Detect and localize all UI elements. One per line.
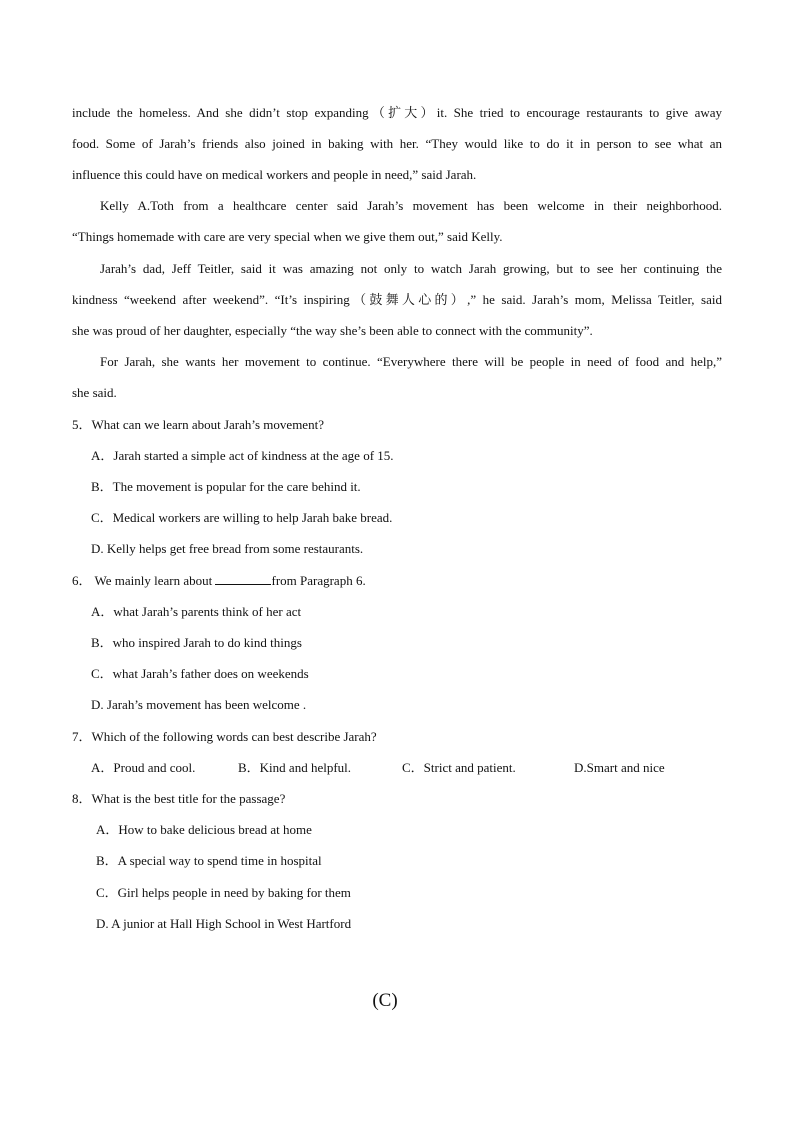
question-6-stem-start: 6． We mainly learn about [72, 573, 216, 588]
question-6-option-d: D. Jarah’s movement has been welcome . [91, 697, 307, 712]
question-7-option-c: C．Strict and patient. [402, 760, 516, 775]
question-8-stem: 8．What is the best title for the passage? [72, 791, 286, 806]
passage-line-1: include the homeless. And she didn’t stop expanding（扩大）it. She tried to encourage restaurants to give away [72, 105, 722, 120]
answer-blank [215, 572, 271, 585]
question-5-option-d: D. Kelly helps get free bread from some restaurants. [91, 541, 364, 556]
question-6-stem [72, 572, 722, 590]
question-5-stem: 5．What can we learn about Jarah’s movement? [72, 417, 324, 432]
passage-line-10: she said. [72, 385, 117, 400]
question-7-stem: 7．Which of the following words can best describe Jarah? [72, 729, 377, 744]
passage-line-8: she was proud of her daughter, especially “the way she’s been able to connect with the community”. [72, 323, 593, 338]
passage-line-2: food. Some of Jarah’s friends also joined in baking with her. “They would like to do it in person to see what an [72, 136, 722, 151]
passage-line-7: kindness “weekend after weekend”. “It’s inspiring（鼓舞人心的）,” he said. Jarah’s mom, Melissa Teitler, said [72, 292, 722, 307]
passage-line-4: Kelly A.Toth from a healthcare center said Jarah’s movement has been welcome in their neighborhood. [100, 198, 722, 213]
passage-line-3: influence this could have on medical workers and people in need,” said Jarah. [72, 167, 477, 182]
question-5-option-a: A．Jarah started a simple act of kindness at the age of 15. [91, 448, 394, 463]
question-6-stem-end: from Paragraph 6. [271, 573, 366, 588]
question-5-option-c: C．Medical workers are willing to help Jarah bake bread. [91, 510, 393, 525]
passage-line-6: Jarah’s dad, Jeff Teitler, said it was amazing not only to watch Jarah growing, but to see her continuing the [100, 261, 722, 276]
question-8-option-a: A．How to bake delicious bread at home [96, 822, 312, 837]
question-7-option-b: B．Kind and helpful. [238, 760, 352, 775]
question-8-option-b: B．A special way to spend time in hospital [96, 853, 322, 868]
passage-line-9: For Jarah, she wants her movement to continue. “Everywhere there will be people in need of food and help,” [100, 354, 722, 369]
question-8-option-c: C．Girl helps people in need by baking for them [96, 885, 351, 900]
section-label: (C) [372, 990, 398, 1011]
question-7-option-d: D.Smart and nice [574, 760, 665, 775]
question-7-option-a: A．Proud and cool. [91, 760, 196, 775]
question-8-option-d: D. A junior at Hall High School in West Hartford [96, 916, 352, 931]
passage-line-5: “Things homemade with care are very special when we give them out,” said Kelly. [72, 229, 503, 244]
question-5-option-b: B．The movement is popular for the care behind it. [91, 479, 361, 494]
question-6-option-b: B．who inspired Jarah to do kind things [91, 635, 302, 650]
question-6-option-c: C．what Jarah’s father does on weekends [91, 666, 309, 681]
question-6-option-a: A．what Jarah’s parents think of her act [91, 604, 302, 619]
